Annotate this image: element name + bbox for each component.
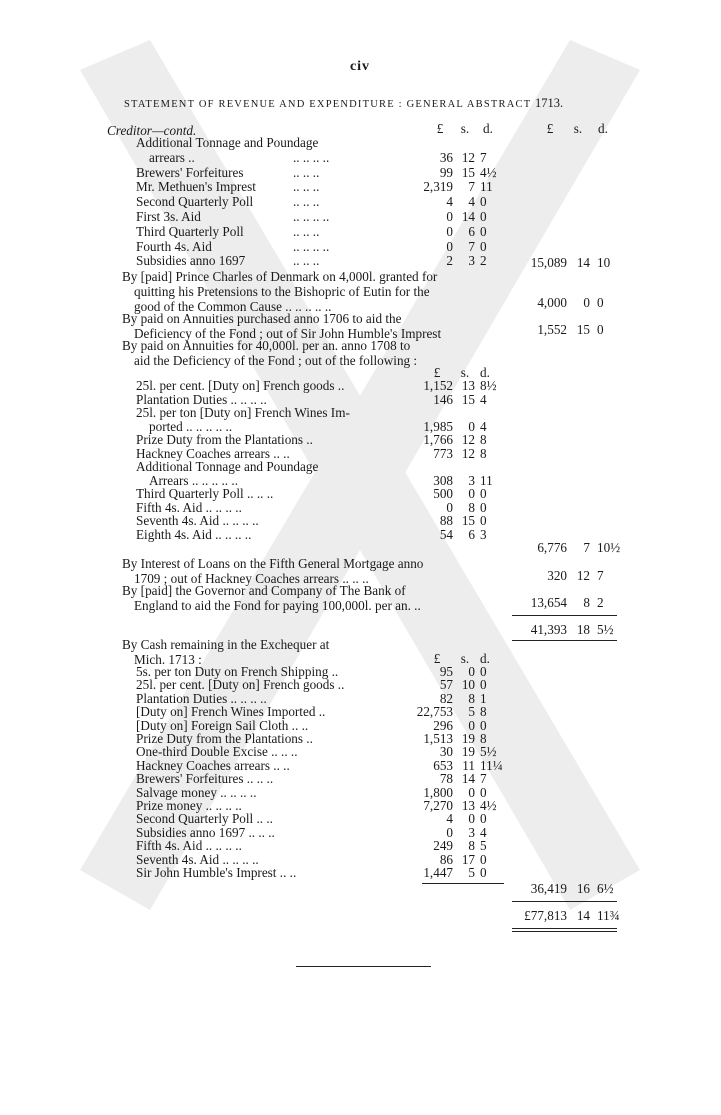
cash-row-shillings: 19 bbox=[461, 731, 475, 746]
interest-loans-total-shillings: 12 bbox=[576, 568, 590, 583]
cash-line: By Cash remaining in the Exchequer at bbox=[122, 637, 330, 652]
prince-charles-total-shillings: 0 bbox=[583, 295, 590, 310]
first-group-row-pounds: 0 bbox=[446, 209, 453, 224]
first-group-label: Subsidies anno 1697 bbox=[136, 253, 246, 269]
annuities-1708-row-pounds: 1,152 bbox=[423, 378, 453, 393]
annuities-1708-row-shillings: 12 bbox=[461, 432, 475, 447]
first-group-dots: .. .. .. bbox=[293, 179, 320, 195]
cash-total-shillings: 16 bbox=[576, 881, 590, 896]
first-group-row-pounds: 36 bbox=[439, 149, 453, 165]
annuities-1708-row-shillings: 0 bbox=[468, 418, 475, 434]
cash-row-label: Sir John Humble's Imprest .. .. bbox=[136, 865, 297, 880]
cash-row-shillings: 17 bbox=[461, 851, 475, 867]
first-group-label: Second Quarterly Poll bbox=[136, 194, 254, 210]
cash-row-pence: 1 bbox=[480, 690, 487, 706]
cash-row-shillings: 14 bbox=[461, 771, 475, 787]
cash-row-shillings: 0 bbox=[468, 811, 475, 827]
annuities-1708-row-pounds: 1,985 bbox=[423, 418, 453, 434]
grand-total-rule-1 bbox=[512, 928, 617, 929]
annuities-1708-label: Third Quarterly Poll .. .. .. bbox=[136, 486, 274, 501]
cash-row-pounds: 653 bbox=[433, 757, 453, 773]
prince-charles-line: quitting his Pretensions to the Bishopric of Eutin for the bbox=[134, 283, 430, 299]
annuities-1708-row-pence: 8 bbox=[480, 432, 487, 447]
annuities-1708-row-pounds: 773 bbox=[433, 445, 453, 461]
annuities-1708-row-pence: 0 bbox=[480, 499, 487, 515]
annuities-1708-row-shillings: 15 bbox=[461, 513, 475, 528]
cash-row-pence: 8 bbox=[480, 704, 487, 720]
page-header: STATEMENT OF REVENUE AND EXPENDITURE : GENERAL ABSTRACT 1713. bbox=[124, 96, 564, 110]
first-group-dots: .. .. .. .. bbox=[293, 209, 330, 224]
grand-total-pounds: £77,813 bbox=[524, 908, 567, 923]
interest-loans-line: By Interest of Loans on the Fifth General Mortgage anno bbox=[122, 556, 424, 571]
cash-row-shillings: 8 bbox=[468, 690, 475, 706]
annuities-1708-label: Prize Duty from the Plantations .. bbox=[136, 432, 313, 447]
subtotal-pence: 5½ bbox=[597, 622, 614, 637]
subtotal-rule bbox=[512, 615, 617, 616]
first-group-label: arrears .. bbox=[149, 149, 195, 165]
annuities-1708-row-pounds: 54 bbox=[439, 526, 453, 542]
cash-row-label: Brewers' Forfeitures .. .. .. bbox=[136, 771, 274, 787]
annuities-1708-row-pence: 8 bbox=[480, 445, 487, 461]
cash-row-pounds: 0 bbox=[446, 824, 453, 840]
annuities-1708-row-pounds: 88 bbox=[439, 513, 453, 528]
bank-total-shillings: 8 bbox=[583, 595, 590, 610]
prince-charles-total-pounds: 4,000 bbox=[537, 295, 567, 310]
cash-row-shillings: 0 bbox=[468, 717, 475, 733]
cash-row-pounds: 57 bbox=[439, 677, 453, 693]
first-group-row-pounds: 99 bbox=[439, 164, 453, 180]
first-group-dots: .. .. .. bbox=[293, 164, 320, 180]
header-statement: STATEMENT OF REVENUE AND EXPENDITURE bbox=[124, 99, 395, 110]
cash-row-pounds: 1,447 bbox=[423, 865, 453, 880]
header-year: 1713. bbox=[534, 96, 564, 110]
cash-row-shillings: 19 bbox=[461, 744, 475, 760]
annuities-1708-row-pence: 4 bbox=[480, 418, 487, 434]
cash-row-pence: 11¼ bbox=[480, 757, 503, 773]
first-group-row-shillings: 14 bbox=[461, 209, 475, 224]
first-group-dots: .. .. .. bbox=[293, 223, 320, 239]
annuities-1708-label: Hackney Coaches arrears .. .. bbox=[136, 445, 290, 461]
annuities-1708-label: ported .. .. .. .. .. bbox=[149, 418, 233, 434]
cash-row-label: [Duty on] Foreign Sail Cloth .. .. bbox=[136, 717, 309, 733]
first-group-dots: .. .. .. .. bbox=[293, 238, 330, 254]
first-group-label: Fourth 4s. Aid bbox=[136, 238, 212, 254]
first-group-row-shillings: 15 bbox=[461, 164, 475, 180]
cash-row-label: Prize Duty from the Plantations .. bbox=[136, 731, 313, 746]
first-group-dots: .. .. .. .. bbox=[293, 149, 330, 165]
prince-charles-line: good of the Common Cause .. .. .. .. .. bbox=[134, 298, 332, 314]
first-group-row-shillings: 7 bbox=[468, 238, 475, 254]
annuities-1706-total-shillings: 15 bbox=[576, 322, 590, 337]
first-group-row-pounds: 0 bbox=[446, 223, 453, 239]
cash-row-pence: 0 bbox=[480, 865, 487, 880]
annuities-1708-label: Arrears .. .. .. .. .. bbox=[149, 472, 238, 488]
first-group-row-pounds: 0 bbox=[446, 238, 453, 254]
cash-row-pounds: 86 bbox=[439, 851, 453, 867]
cash-row-pounds: 4 bbox=[446, 811, 453, 827]
cash-row-pence: 8 bbox=[480, 731, 487, 746]
footer-rule bbox=[296, 966, 431, 967]
cash-row-pence: 5 bbox=[480, 838, 487, 854]
cash-row-pounds: 1,513 bbox=[423, 731, 453, 746]
cash-row-pence: 0 bbox=[480, 664, 487, 679]
cash-row-label: Plantation Duties .. .. .. .. bbox=[136, 690, 267, 706]
bank-total-pounds: 13,654 bbox=[530, 595, 567, 610]
grand-total-rule-2 bbox=[512, 931, 617, 932]
first-group-row-pence: 11 bbox=[480, 179, 493, 195]
bank-line: England to aid the Fond for paying 100,000l. per an. .. bbox=[134, 597, 421, 613]
cash-row-pence: 5½ bbox=[480, 744, 497, 760]
annuities-1708-row-shillings: 8 bbox=[468, 499, 475, 515]
subtotal-rule-bottom bbox=[512, 640, 617, 641]
cash-row-shillings: 5 bbox=[468, 865, 475, 880]
cash-row-label: Salvage money .. .. .. .. bbox=[136, 784, 257, 800]
cash-row-label: Subsidies anno 1697 .. .. .. bbox=[136, 824, 275, 840]
cash-row-shillings: 11 bbox=[462, 757, 475, 773]
annuities-1708-row-pounds: 1,766 bbox=[423, 432, 453, 447]
first-group-total-pounds: 15,089 bbox=[530, 255, 567, 270]
annuities-1708-label: Seventh 4s. Aid .. .. .. .. bbox=[136, 513, 259, 528]
annuities-1708-row-shillings: 6 bbox=[468, 526, 475, 542]
first-group-dots: .. .. .. bbox=[293, 253, 320, 269]
annuities-1708-row-pence: 8½ bbox=[480, 378, 497, 393]
first-group-row-shillings: 12 bbox=[461, 149, 475, 165]
col-header-pounds-right: £ bbox=[546, 121, 554, 136]
cash-row-pounds: 78 bbox=[439, 771, 453, 787]
cash-line: Mich. 1713 : bbox=[134, 651, 202, 667]
col-header-pounds: £ bbox=[436, 121, 444, 136]
first-group-row-shillings: 7 bbox=[468, 179, 475, 195]
first-group-row-pounds: 2,319 bbox=[423, 179, 453, 195]
first-group-label: Third Quarterly Poll bbox=[136, 223, 244, 239]
cash-row-shillings: 0 bbox=[468, 784, 475, 800]
annuities-1708-row-shillings: 0 bbox=[468, 486, 475, 501]
interest-loans-total-pounds: 320 bbox=[547, 568, 567, 583]
interest-loans-line: 1709 ; out of Hackney Coaches arrears .. .. .. bbox=[134, 570, 369, 586]
cash-row-label: Seventh 4s. Aid .. .. .. .. bbox=[136, 851, 259, 867]
col-header-shillings-right: s. bbox=[573, 121, 583, 136]
annuities-1708-row-shillings: 12 bbox=[461, 445, 475, 461]
cash-row-pounds: 82 bbox=[439, 690, 453, 706]
bank-total-pence: 2 bbox=[597, 595, 604, 610]
first-group-row-shillings: 6 bbox=[468, 223, 475, 239]
cash-row-pence: 4½ bbox=[480, 798, 497, 813]
annuities-1708-row-pounds: 146 bbox=[433, 391, 453, 407]
cash-row-pence: 0 bbox=[480, 677, 487, 693]
cash-header-pounds: £ bbox=[433, 651, 441, 666]
annuities-1708-line: aid the Deficiency of the Fond ; out of the following : bbox=[134, 352, 418, 368]
cash-row-shillings: 5 bbox=[468, 704, 475, 720]
annuities-1708-label: Eighth 4s. Aid .. .. .. .. bbox=[136, 526, 252, 542]
subtotal-pounds: 41,393 bbox=[530, 622, 567, 637]
cash-row-shillings: 10 bbox=[461, 677, 475, 693]
first-group-row-pence: 7 bbox=[480, 149, 487, 165]
first-group-dots: .. .. .. bbox=[293, 194, 320, 210]
grand-total-rule-top bbox=[512, 901, 617, 902]
prince-charles-total-pence: 0 bbox=[597, 295, 604, 310]
cash-row-pounds: 296 bbox=[433, 717, 453, 733]
annuities-1706-line: Deficiency of the Fond ; out of Sir John Humble's Imprest bbox=[134, 325, 442, 341]
cash-row-label: One-third Double Excise .. .. .. bbox=[136, 744, 298, 760]
interest-loans-total-pence: 7 bbox=[597, 568, 604, 583]
cash-row-pounds: 30 bbox=[439, 744, 453, 760]
grand-total-shillings: 14 bbox=[576, 908, 590, 923]
col-header-pence-right: d. bbox=[598, 121, 608, 136]
cash-row-label: Prize money .. .. .. .. bbox=[136, 798, 242, 813]
first-group-label: Brewers' Forfeitures bbox=[136, 164, 244, 180]
annuities-1708-label: Additional Tonnage and Poundage bbox=[136, 459, 319, 474]
annuities-1708-row-pence: 4 bbox=[480, 391, 487, 407]
annuities-1708-row-shillings: 15 bbox=[461, 391, 475, 407]
annuities-1708-row-shillings: 13 bbox=[461, 378, 475, 393]
first-group-row-pence: 0 bbox=[480, 223, 487, 239]
bank-line: By [paid] the Governor and Company of The Bank of bbox=[122, 583, 406, 598]
cash-row-pence: 4 bbox=[480, 824, 487, 840]
annuities-1708-row-pence: 3 bbox=[480, 526, 487, 542]
annuities-1708-row-pence: 11 bbox=[480, 472, 493, 488]
annuities-1708-label: Plantation Duties .. .. .. .. bbox=[136, 391, 267, 407]
first-group-row-pence: 4½ bbox=[480, 164, 497, 180]
cash-row-label: [Duty on] French Wines Imported .. bbox=[136, 704, 326, 720]
first-group-total-shillings: 14 bbox=[576, 255, 590, 270]
cash-total-pence: 6½ bbox=[597, 881, 614, 896]
cash-row-label: Hackney Coaches arrears .. .. bbox=[136, 757, 290, 773]
col-header-pence: d. bbox=[483, 121, 493, 136]
page-number: civ bbox=[349, 59, 371, 74]
cash-row-label: Second Quarterly Poll .. .. bbox=[136, 811, 273, 827]
cash-row-pence: 0 bbox=[480, 811, 487, 827]
first-group-total-pence: 10 bbox=[597, 255, 611, 270]
grand-total-pence: 11¾ bbox=[597, 908, 620, 923]
col-header-shillings: s. bbox=[460, 121, 470, 136]
cash-header-pence: d. bbox=[480, 651, 490, 666]
cash-row-shillings: 8 bbox=[468, 838, 475, 854]
cash-row-pounds: 22,753 bbox=[416, 704, 453, 720]
annuities-1708-label: 25l. per cent. [Duty on] French goods .. bbox=[136, 378, 345, 393]
cash-row-pence: 0 bbox=[480, 851, 487, 867]
cash-row-label: Fifth 4s. Aid .. .. .. .. bbox=[136, 838, 242, 854]
subtotal-shillings: 18 bbox=[576, 622, 590, 637]
annuities-1708-label: Fifth 4s. Aid .. .. .. .. bbox=[136, 499, 242, 515]
cash-row-shillings: 3 bbox=[468, 824, 475, 840]
cash-row-pounds: 249 bbox=[433, 838, 453, 854]
cash-row-shillings: 13 bbox=[461, 798, 475, 813]
cash-header-shillings: s. bbox=[460, 651, 470, 666]
annuities-1708-label: 25l. per ton [Duty on] French Wines Im- bbox=[136, 405, 350, 420]
first-group-label: First 3s. Aid bbox=[136, 209, 201, 224]
annuities-1708-total-pounds: 6,776 bbox=[537, 540, 567, 555]
annuities-1708-line: By paid on Annuities for 40,000l. per an. anno 1708 to bbox=[122, 338, 411, 353]
first-group-row-shillings: 3 bbox=[468, 253, 475, 269]
first-group-label: Mr. Methuen's Imprest bbox=[136, 179, 256, 195]
first-group-row-pounds: 4 bbox=[446, 194, 453, 210]
cash-total-pounds: 36,419 bbox=[530, 881, 567, 896]
header-abstract: GENERAL ABSTRACT bbox=[406, 99, 532, 110]
creditor-heading: Creditor—contd. bbox=[107, 123, 197, 138]
annuities-1708-header-pence: d. bbox=[480, 365, 490, 380]
annuities-1708-header-shillings: s. bbox=[460, 365, 470, 380]
annuities-1706-line: By paid on Annuities purchased anno 1706 to aid the bbox=[122, 311, 402, 326]
cash-row-pence: 0 bbox=[480, 717, 487, 733]
first-group-row-pounds: 2 bbox=[446, 253, 453, 269]
first-group-row-pence: 2 bbox=[480, 253, 487, 269]
annuities-1708-row-pounds: 308 bbox=[433, 472, 453, 488]
cash-row-pence: 7 bbox=[480, 771, 487, 787]
annuities-1708-row-pence: 0 bbox=[480, 513, 487, 528]
cash-rule bbox=[422, 883, 504, 884]
cash-row-label: 5s. per ton Duty on French Shipping .. bbox=[136, 664, 339, 679]
annuities-1708-row-pounds: 0 bbox=[446, 499, 453, 515]
annuities-1708-row-pence: 0 bbox=[480, 486, 487, 501]
cash-row-pounds: 7,270 bbox=[423, 798, 453, 813]
prince-charles-line: By [paid] Prince Charles of Denmark on 4,000l. granted for bbox=[122, 269, 438, 284]
annuities-1706-total-pounds: 1,552 bbox=[537, 322, 567, 337]
annuities-1708-row-pounds: 500 bbox=[433, 486, 453, 501]
first-group-row-pence: 0 bbox=[480, 209, 487, 224]
first-group-row-pence: 0 bbox=[480, 238, 487, 254]
first-group-label: Additional Tonnage and Poundage bbox=[136, 135, 319, 150]
cash-row-shillings: 0 bbox=[468, 664, 475, 679]
cash-row-label: 25l. per cent. [Duty on] French goods .. bbox=[136, 677, 345, 693]
annuities-1706-total-pence: 0 bbox=[597, 322, 604, 337]
first-group-row-shillings: 4 bbox=[468, 194, 475, 210]
annuities-1708-total-shillings: 7 bbox=[583, 540, 590, 555]
cash-row-pounds: 95 bbox=[439, 664, 453, 679]
cash-row-pence: 0 bbox=[480, 784, 487, 800]
cash-row-pounds: 1,800 bbox=[423, 784, 453, 800]
annuities-1708-row-shillings: 3 bbox=[468, 472, 475, 488]
annuities-1708-total-pence: 10½ bbox=[597, 540, 621, 555]
first-group-row-pence: 0 bbox=[480, 194, 487, 210]
annuities-1708-header-pounds: £ bbox=[433, 365, 441, 380]
